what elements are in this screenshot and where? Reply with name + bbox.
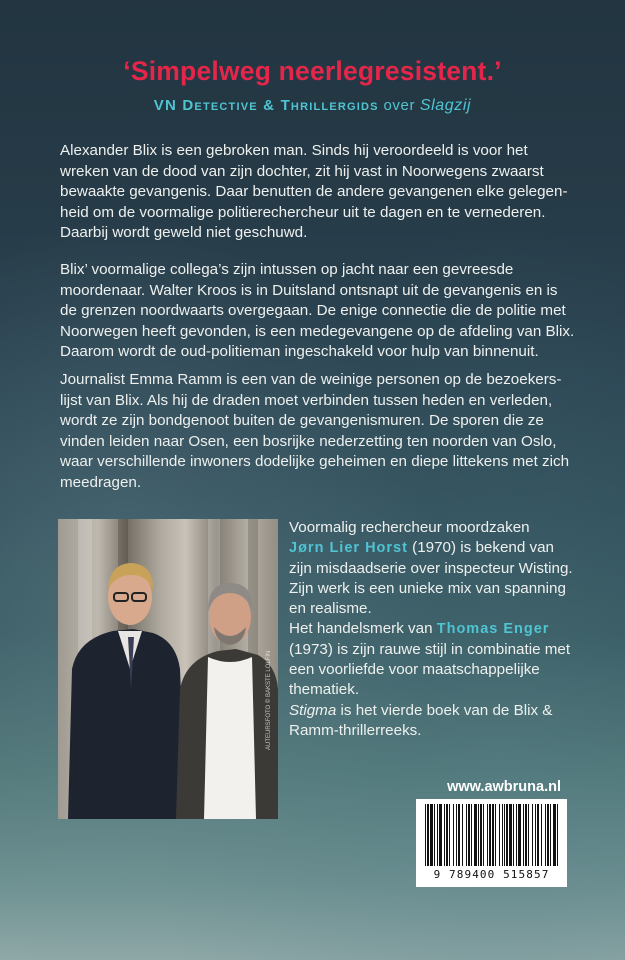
publisher-website: www.awbruna.nl: [447, 779, 561, 795]
bio-horst-text: (1970) is bekend van zijn misdaadserie over inspecteur Wisting. Zijn werk is een unieke mix van spanning en realisme.: [289, 539, 573, 618]
blurb-paragraph-1: Alexander Blix is een gebroken man. Sinds hij veroordeeld is voor het wreken van de dood van zijn dochter, zit hij vast in Noorwegens zwaarst bewaakte gevangenis. Daar benutten de andere gevangenen elke gelegenheid om de voormalige politierechercheur uit te dagen en te vernederen. Daarbij wordt geweld niet geschuwd.: [60, 142, 568, 241]
review-book-title: Slagzij: [419, 97, 472, 114]
author-name-horst: Jørn Lier Horst: [289, 540, 408, 557]
author-photo: [58, 519, 278, 819]
blurb-paragraph-2: Blix’ voormalige collega’s zijn intussen op jacht naar een gevreesde moordenaar. Walter Kroos is in Duitsland ontsnapt uit de gevangenis en is de grenzen noordwaarts overgegaan. De enige connectie die de politie met Noorwegen heeft gevonden, is een medegevangene op de afdeling van Blix. Daarom wordt de oud-politieman ingeschakeld voor hulp van binnenuit.: [60, 261, 575, 360]
review-source: [0, 97, 625, 115]
bio-intro: Voormalig rechercheur moordzaken: [289, 519, 530, 536]
author-photo-illustration: [58, 519, 278, 819]
barcode-bars: [423, 804, 560, 868]
author-name-enger: Thomas Enger: [436, 621, 550, 638]
review-quote: ‘Simpelweg neerlegresistent.’: [123, 56, 502, 86]
review-publication: VN Detective & Thrillergids: [153, 97, 379, 114]
bio-enger-text: (1973) is zijn rauwe stijl in combinatie met een voorliefde voor maatschappelijke thematiek.: [289, 640, 571, 699]
review-over: over: [383, 97, 416, 114]
blurb-paragraph-3: Journalist Emma Ramm is een van de weinige personen op de bezoekerslijst van Blix. Als hij de draden moet verbinden tussen heden en verleden, wordt ze zijn bondgenoot buiten de gevangenismuren. De sporen die ze vinden leiden naar Osen, een bosrijke nederzetting ten noorden van Oslo, waar verschillende inwoners dodelijke geheimen en diepe littekens met zich meedragen.: [60, 371, 570, 491]
bio-book-text: is het vierde boek van de Blix & Ramm-thrillerreeks.: [289, 701, 553, 739]
author-bio: [289, 518, 579, 741]
isbn-number: 9 789400 515857: [433, 868, 550, 881]
bio-book-title: Stigma: [289, 701, 337, 719]
bio-enger-lead: Het handelsmerk van: [289, 620, 437, 638]
photo-credit: AUTEURSFOTO © BAKSTE LOLFIN: [266, 650, 272, 750]
isbn-barcode: [416, 799, 567, 887]
